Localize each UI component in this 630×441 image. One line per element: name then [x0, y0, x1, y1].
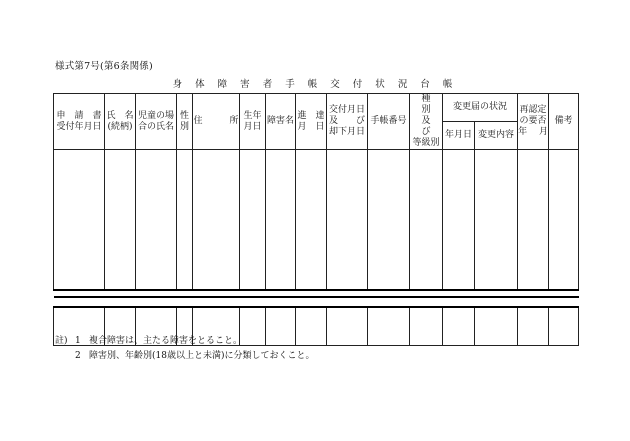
- header-sex: [177, 94, 193, 150]
- cell[interactable]: [368, 150, 410, 291]
- header-notebook-number: 手帳番号: [368, 94, 410, 150]
- note-number: 2: [75, 351, 81, 361]
- header-change-date: 年月日: [443, 122, 475, 150]
- header-change-status: 変更届の状況: [443, 94, 518, 122]
- cell[interactable]: [410, 150, 443, 291]
- cell[interactable]: [410, 307, 443, 346]
- cell[interactable]: [177, 150, 193, 291]
- header-birth-date: [240, 94, 266, 150]
- header-child-name-line2: 合の氏名: [137, 121, 174, 132]
- cell[interactable]: [518, 150, 549, 291]
- note-text: 障害別、年齢別(18歳以上と未満)に分類しておくこと。: [89, 351, 315, 361]
- cell[interactable]: [368, 307, 410, 346]
- header-application-date-line1: 申 請 書: [56, 110, 102, 121]
- header-birth-date-line2: 月日: [243, 121, 262, 132]
- entry-area-row: [54, 150, 579, 291]
- cell[interactable]: [266, 150, 296, 291]
- note-text: 複合障害は、主たる障害をとること。: [89, 336, 243, 346]
- note-item: [55, 334, 314, 349]
- document-title: 身 体 障 害 者 手 帳 交 付 状 況 台 帳: [172, 79, 458, 90]
- cell[interactable]: [54, 150, 105, 291]
- cell[interactable]: [193, 150, 240, 291]
- section-separator: [54, 290, 579, 297]
- cell[interactable]: [549, 307, 579, 346]
- header-type-grade-line3: 等級別: [412, 138, 440, 148]
- header-transmission-date-line1: 進 達: [297, 110, 325, 121]
- notes-prefix: 註): [55, 336, 68, 346]
- header-disability-name: 障害名: [266, 94, 296, 150]
- header-remarks: 備考: [549, 94, 579, 150]
- note-item: [55, 349, 314, 364]
- cell[interactable]: [475, 307, 518, 346]
- header-name-line1: 氏 名: [106, 110, 134, 121]
- header-transmission-date-line2: 月 日: [297, 121, 325, 132]
- header-change-content: 変更内容: [475, 122, 518, 150]
- header-issue-date-line2: 及 び: [328, 116, 365, 126]
- header-type-grade-line2: 及 び: [421, 116, 449, 137]
- header-name: [105, 94, 136, 150]
- header-name-line2: (続柄): [107, 121, 133, 132]
- header-type-grade-line1: 種 別: [421, 94, 449, 115]
- ledger-table: [53, 93, 579, 346]
- cell[interactable]: [105, 150, 136, 291]
- cell[interactable]: [136, 150, 177, 291]
- header-application-date: [54, 94, 105, 150]
- form-number-label: 様式第7号(第6条関係): [55, 61, 153, 72]
- header-recert-line1: 再認定: [519, 105, 547, 115]
- header-recertification: [518, 94, 549, 150]
- section-separator: [54, 297, 579, 307]
- header-sex-line2: 別: [179, 121, 189, 132]
- cell[interactable]: [475, 150, 518, 291]
- header-address: 住 所: [193, 94, 240, 150]
- note-number: 1: [75, 336, 81, 346]
- cell[interactable]: [443, 307, 475, 346]
- header-issue-date-line3: 却下月日: [328, 127, 365, 137]
- header-issue-date-line1: 交付月日: [328, 105, 365, 115]
- cell[interactable]: [327, 150, 368, 291]
- cell[interactable]: [549, 150, 579, 291]
- header-recert-line3: 年 月: [518, 127, 548, 137]
- header-issue-date: [327, 94, 368, 150]
- cell[interactable]: [443, 150, 475, 291]
- cell[interactable]: [240, 150, 266, 291]
- header-application-date-line2: 受付年月日: [56, 121, 102, 132]
- header-transmission-date: [296, 94, 327, 150]
- header-child-name-line1: 児童の場: [137, 110, 174, 121]
- header-sex-line1: 性: [179, 110, 189, 121]
- cell[interactable]: [518, 307, 549, 346]
- header-type-grade: [410, 94, 449, 150]
- cell[interactable]: [327, 307, 368, 346]
- header-recert-line2: の要否: [519, 116, 547, 126]
- header-birth-date-line1: 生年: [243, 110, 262, 121]
- cell[interactable]: [296, 150, 327, 291]
- notes-section: [55, 334, 314, 364]
- header-child-name: [136, 94, 177, 150]
